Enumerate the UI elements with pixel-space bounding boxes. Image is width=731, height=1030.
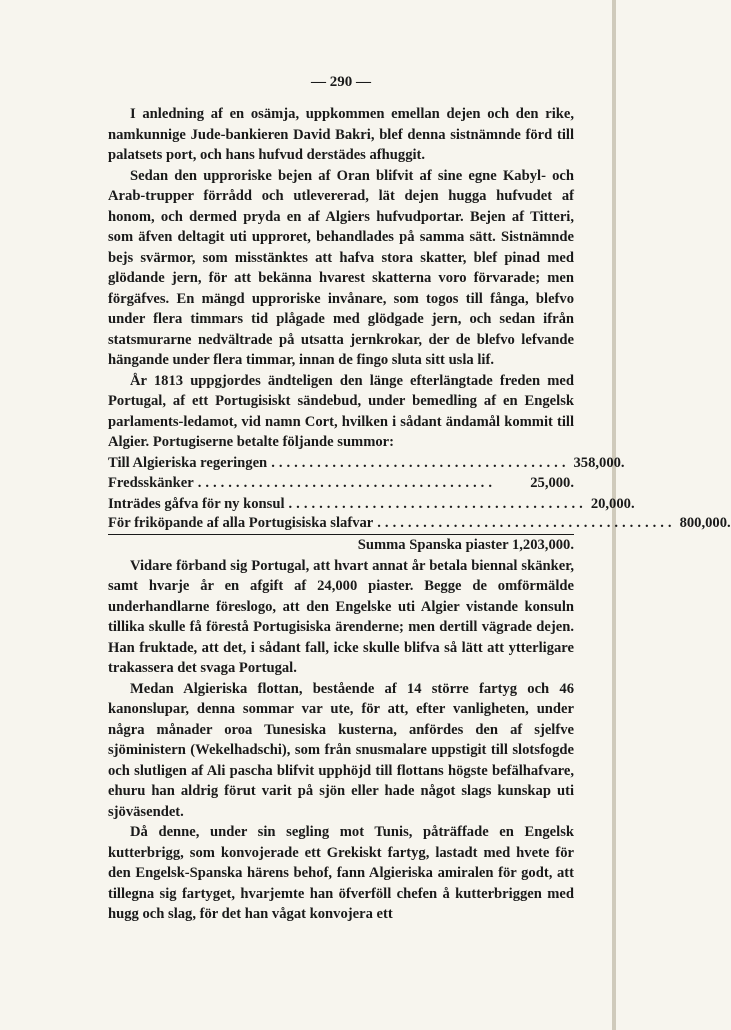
leader-dots: ....................................... [271, 454, 570, 471]
payment-label: Till Algieriska regeringen [108, 454, 268, 471]
leader-dots: ....................................... [288, 495, 587, 512]
paragraph-freden: År 1813 uppgjordes ändteligen den länge efterlängtade freden med Portugal, af ett Portugisiskt sändebud, under bemedling af en Engelsk parlaments-ledamot, vid namn Cort, hvilken i sådant ändamål kommit till Algier. Portugiserne betalte följande summor: [108, 372, 574, 450]
payment-label: För friköpande af alla Portugisiska slafvar [108, 515, 374, 531]
leader-dots: ....................................... [377, 515, 676, 531]
page-body [108, 104, 731, 925]
payment-amount: 25,000. [530, 475, 574, 491]
paragraph-oran: Sedan den upproriske bejen af Oran blifvit af sine egne Kabyl- och Arab-trupper förrådd och utlevererad, lät dejen hugga hufvudet af honom, och dermed pryda en af Algiers hufvudportar. Bejen af Titteri, som äfven deltagit uti upproret, behandlades på samma sätt. Sistnämnde bejs svärmor, som misstänktes att hafva stora skatter, blef pinad med glödande jern, för att bekänna hvarest skatterna voro förvarade; men förgäfves. En mängd upproriske invånare, som togos till fånga, blefvo under flera timmars tid plågade med glödgade jern, och sedan ifrån statsmurarne nedvältrade på utsatta jernkrokar, der de blefvo lefvande hängande under flera timmar, innan de fingo sluta sitt usla lif. [108, 167, 574, 368]
payment-row [108, 514, 731, 535]
payment-amount: 358,000. [573, 454, 625, 471]
paragraph-flottan: Medan Algieriska flottan, bestående af 14 större fartyg och 46 kanonslupar, denna sommar var ute, för att, efter vanligheten, under några månader oroa Tunesiska kusterna, anfördes den af sjelfve sjöministern (Wekelhadschi), som från snusmalare uppstigit till slotsfogde och slutligen af Ali pascha blifvit upphöjd till flottans högste befälhafvare, ehuru han aldrig förut varit på sjön eller hade något slags kunskap uti sjöväsendet. [108, 680, 574, 820]
payment-label: Inträdes gåfva för ny konsul [108, 495, 285, 512]
page-number: — 290 — [311, 74, 371, 90]
payment-label: Fredsskänker [108, 475, 194, 491]
paragraph-tunis: Då denne, under sin segling mot Tunis, påträffade en Engelsk kutterbrigg, som konvojerade ett Grekiskt fartyg, lastadt med hvete för den Engelsk-Spanska härens behof, fann Algieriska amiralen för godt, att tillegna sig fartyget, hvarjemte han öfverföll chefen å kutterbriggen med hugg och slag, för det han vågat konvojera ett [108, 824, 574, 922]
paragraph-portugal: Vidare förband sig Portugal, att hvart annat år betala biennal skänker, samt hvarje år en afgift af 24,000 piaster. Begge de omförmälde underhandlarne föreslogo, att den Engelske uti Algier vistande konsuln tillika skulle få förestå Portugisiska ärenderne; men dertill vägrade dejen. Han fruktade, att det, i sådant fall, icke skulle blifva så lätt att ytterligare trakassera det svaga Portugal. [108, 557, 574, 676]
payment-amount: 800,000. [679, 515, 731, 531]
payment-row [108, 453, 625, 474]
paragraph-anledning: I anledning af en osämja, uppkommen emellan dejen och den rike, namkunnige Jude-bankieren David Bakri, blef denna sistnämnde förd till palatsets port, och hans hufvud derstädes afhuggit. [108, 106, 574, 163]
payment-amount: 20,000. [590, 495, 635, 512]
payment-row [108, 494, 635, 515]
payment-total: Summa Spanska piaster 1,203,000. [357, 537, 574, 553]
payment-row [108, 473, 574, 494]
leader-dots: ....................................... [197, 475, 496, 491]
